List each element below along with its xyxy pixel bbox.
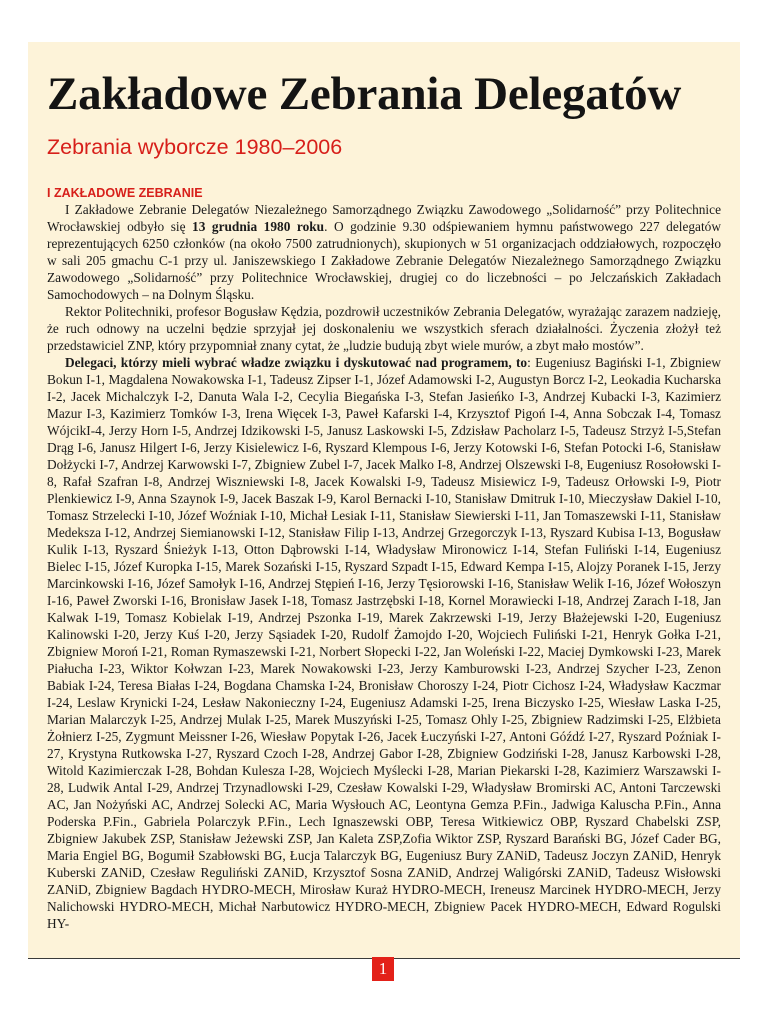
article	[47, 64, 721, 932]
section-heading: I ZAKŁADOWE ZEBRANIE	[47, 186, 203, 200]
meeting-date: 13 grudnia 1980 roku	[192, 219, 325, 234]
paragraph-intro-text-c: . O godzinie 9.30 odśpiewaniem hymnu państwowego 227 delegatów reprezentujących 6250 członków (na około 7500 zatrudnionych), skupionych w 51 organizacjach oddziałowych, rozpoczęło w sali 205 gmachu C-1 przy ul. Janiszewskiego I Zakładowe Zebranie Delegatów Niezależnego Samorządnego Związku Zawodowego „Solidarność” przy Politechnice Wrocławskiej, drugiej co do liczebności – po Jelczańskich Zakładach Samochodowych – na Dolnym Śląsku.	[47, 219, 721, 302]
delegates-list: : Eugeniusz Bagiński I-1, Zbigniew Bokun I-1, Magdalena Nowakowska I-1, Tadeusz Zipser I-1, Józef Adamowski I-2, Augustyn Borcz I-2, Leokadia Kucharska I-2, Jacek Michalczyk I-2, Danuta Wala I-2, Cecylia Biegańska I-3, Stefan Jasieńko I-3, Andrzej Kubacki I-3, Kazimierz Mazur I-3, Kazimierz Tomków I-3, Irena Więcek I-3, Paweł Kafarski I-4, Krzysztof Pigoń I-4, Anna Sobczak I-4, Tomasz WójcikI-4, Jerzy Horn I-5, Andrzej Idzikowski I-5, Janusz Laskowski I-5, Zdzisław Pacholarz I-5, Tadeusz Strzyż I-5,Stefan Drąg I-6, Janusz Hilgert I-6, Jerzy Kisielewicz I-6, Ryszard Klempous I-6, Jerzy Kotowski I-6, Stefan Potocki I-6, Stanisław Dołżycki I-7, Andrzej Karwowski I-7, Zbigniew Zubel I-7, Jacek Malko I-8, Andrzej Olszewski I-8, Eugeniusz Rosołowski I-8, Rafał Szafran I-8, Andrzej Wiszniewski I-8, Jacek Kowalski I-9, Tadeusz Misiewicz I-9, Tadeusz Orłowski I-9, Piotr Plenkiewicz I-9, Anna Szaynok I-9, Jacek Baszak I-9, Karol Bernacki I-10, Stanisław Dmitruk I-10, Mieczysław Dakiel I-10, Tomasz Strzelecki I-10, Józef Woźniak I-10, Michał Lesiak I-11, Stanisław Siewierski I-11, Jan Tomaszewski I-11, Stanisław Medeksza I-12, Andrzej Siemianowski I-12, Stanisław Filip I-13, Andrzej Grzegorczyk I-13, Ryszard Kubisa I-13, Bogusław Kulik I-13, Ryszard Śnieżyk I-13, Otton Dąbrowski I-14, Władysław Mironowicz I-14, Stefan Fuliński I-14, Eugeniusz Bielec I-15, Józef Kuropka I-15, Marek Sozański I-15, Ryszard Szpadt I-15, Edward Kempa I-15, Alojzy Poranek I-15, Jerzy Marcinkowski I-16, Józef Samołyk I-16, Andrzej Stępień I-16, Jerzy Tęsiorowski I-16, Stanisław Welik I-16, Józef Wołoszyn I-16, Paweł Zworski I-16, Bronisław Jasek I-18, Tomasz Jastrzębski I-18, Kornel Morawiecki I-18, Andrzej Zarach I-18, Jan Kalwak I-19, Tomasz Kobielak I-19, Andrzej Pszonka I-19, Marek Zakrzewski I-19, Jerzy Błażejewski I-20, Eugeniusz Kalinowski I-20, Jerzy Kuś I-20, Jerzy Sąsiadek I-20, Rudolf Żamojdo I-20, Wojciech Fuliński I-21, Henryk Gołka I-21, Zbigniew Moroń I-21, Roman Rymaszewski I-21, Norbert Słopecki I-22, Jan Woleński I-22, Maciej Dymkowski I-23, Marek Piałucha I-23, Wiktor Kołwzan I-23, Marek Nowakowski I-23, Jerzy Kamburowski I-23, Andrzej Szycher I-23, Zenon Babiak I-24, Teresa Białas I-24, Bogdana Chamska I-24, Bronisław Choroszy I-24, Piotr Cichosz I-24, Władysław Kaczmar I-24, Leslaw Krynicki I-24, Lesław Nakonieczny I-24, Eugeniusz Adamski I-25, Irena Biczysko I-25, Wiesław Laska I-25, Marian Malarczyk I-25, Andrzej Mulak I-25, Marek Muszyński I-25, Tomasz Ohly I-25, Zbigniew Radzimski I-25, Elżbieta Żołnierz I-25, Zygmunt Meissner I-26, Wiesław Popytak I-26, Jacek Łuczyński I-27, Antoni Góźdź I-27, Ryszard Poźniak I-27, Krystyna Rutkowska I-27, Ryszard Czoch I-28, Andrzej Gabor I-28, Zbigniew Godziński I-28, Janusz Karbowski I-28, Witold Kazimierczak I-28, Bohdan Kulesza I-28, Wojciech Myślecki I-28, Marian Piekarski I-28, Kazimierz Warszawski I-28, Ludwik Antal I-29, Andrzej Trzynadlowski I-29, Czesław Kowalski I-29, Władysław Bromirski AC, Antoni Tarczewski AC, Jan Nożyński AC, Andrzej Solecki AC, Maria Wysłouch AC, Leontyna Gemza P.Fin., Jadwiga Kaluscha P.Fin., Anna Poderska P.Fin., Gabriela Polarczyk P.Fin., Lech Ignaszewski OBP, Teresa Witkiewicz OBP, Ryszard Chabelski ZSP, Zbigniew Jakubek ZSP, Stanisław Jeżewski ZSP, Jan Kaleta ZSP,Zofia Wiktor ZSP, Ryszard Barański BG, Józef Cader BG, Maria Engiel BG, Bogumił Szabłowski BG, Łucja Talarczyk BG, Eugeniusz Bury ZANiD, Tadeusz Joczyn ZANiD, Henryk Kuberski ZANiD, Czesław Reguliński ZANiD, Krzysztof Sosna ZANiD, Andrzej Waligórski ZANiD, Tadeusz Wisłowski ZANiD, Zbigniew Bagdach HYDRO-MECH, Mirosław Kuraż HYDRO-MECH, Ireneusz Marcinek HYDRO-MECH, Jerzy Nalichowski HYDRO-MECH, Michał Narbutowicz HYDRO-MECH, Zbigniew Pacek HYDRO-MECH, Edward Rogulski HY-	[47, 355, 721, 931]
page-number: 1	[372, 957, 394, 981]
delegates-lead: Delegaci, którzy mieli wybrać władze związku i dyskutować nad programem, to	[65, 355, 528, 370]
page-title: Zakładowe Zebrania Delegatów	[47, 68, 682, 120]
paragraph-intro	[47, 201, 721, 303]
paragraph-delegates	[47, 354, 721, 932]
page-subtitle: Zebrania wyborcze 1980–2006	[47, 135, 343, 159]
paragraph-intro-text-a: I Zakładowe Zebranie Delegatów Niezależnego Samorządnego Związku Zawodowego „Solidarność” przy Politechnice Wrocławskiej odbyło się	[47, 202, 721, 234]
paragraph-rector: Rektor Politechniki, profesor Bogusław Kędzia, pozdrowił uczestników Zebrania Delegatów, wyrażając zarazem nadzieję, że ruch odnowy na uczelni będzie sprzyjał jej doskonaleniu we wszystkich sferach działalności. Życzenia złożył też przedstawiciel ZNP, który przypomniał znany cytat, że „ludzie budują zbyt wiele murów, a zbyt mało mostów”.	[47, 304, 721, 353]
